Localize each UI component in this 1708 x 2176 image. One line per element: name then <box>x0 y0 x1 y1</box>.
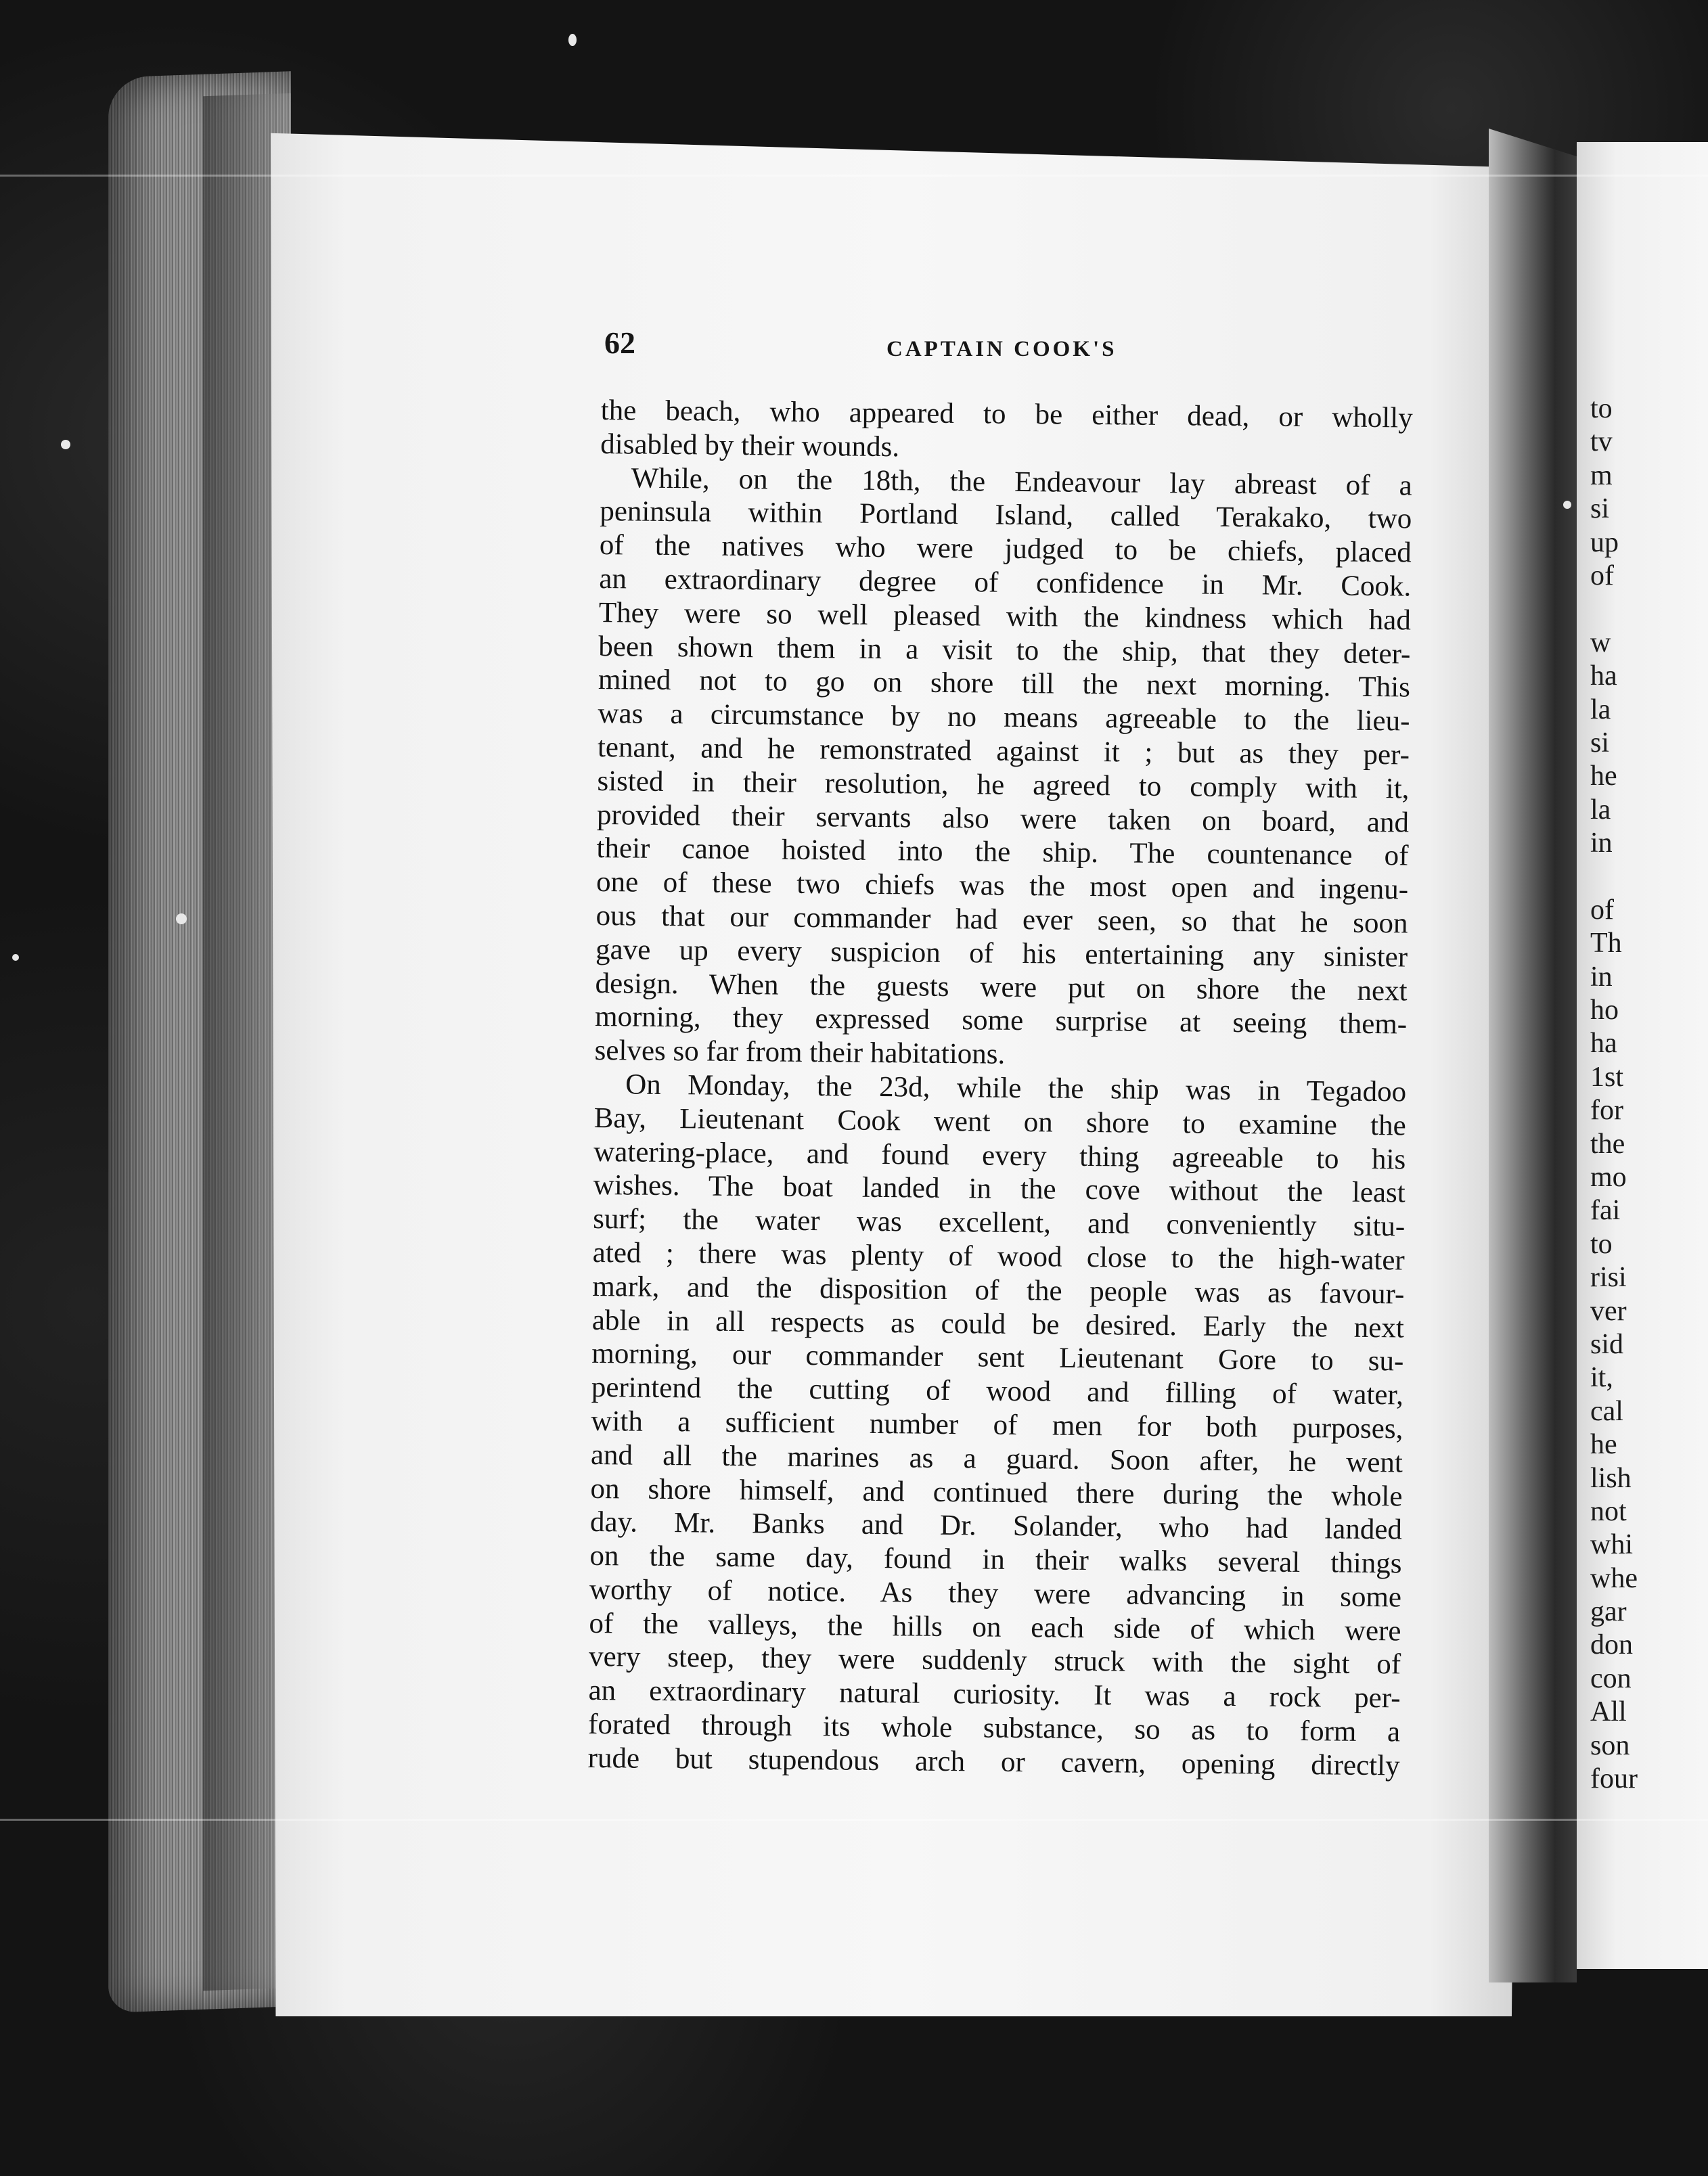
page-number: 62 <box>604 325 635 360</box>
facing-text-fragment: risi <box>1590 1262 1627 1294</box>
text-line: provided their servants also were taken on board, and <box>596 798 1410 839</box>
text-line: was a circumstance by no means agreeable to the lieu- <box>598 698 1410 738</box>
facing-text-fragment: sid <box>1590 1328 1624 1360</box>
text-line: They were so well pleased with the kindness which had <box>598 596 1412 637</box>
facing-text-fragment: whi <box>1590 1529 1633 1561</box>
text-line: wishes. The boat landed in the cove without the least <box>593 1169 1406 1209</box>
scan-line <box>0 1819 1708 1821</box>
facing-text-fragment: whe <box>1590 1562 1638 1594</box>
scan-speck <box>568 34 577 46</box>
facing-text-fragment: ver <box>1590 1295 1627 1327</box>
facing-text-fragment: son <box>1590 1729 1630 1761</box>
scan-speck <box>61 440 70 449</box>
facing-text-fragment: mo <box>1590 1161 1627 1193</box>
facing-text-fragment: don <box>1590 1629 1633 1661</box>
text-line: On Monday, the 23d, while the ship was in Tegadoo <box>625 1068 1407 1108</box>
facing-text-fragment: All <box>1590 1696 1627 1728</box>
text-line: with a sufficient number of men for both purposes, <box>591 1405 1403 1445</box>
facing-text-fragment: fai <box>1590 1195 1621 1227</box>
text-line: mined not to go on shore till the next morning. This <box>598 664 1411 704</box>
text-line: forated through its whole substance, so as to form a <box>587 1708 1401 1748</box>
facing-text-fragment: ha <box>1590 1028 1617 1060</box>
facing-text-fragment: in <box>1590 961 1613 993</box>
facing-text-fragment: si <box>1590 493 1610 525</box>
text-line: disabled by their wounds. <box>600 428 900 463</box>
text-line: able in all respects as could be desired. Early the next <box>591 1304 1405 1344</box>
facing-page <box>1577 142 1708 1969</box>
facing-text-fragment: gar <box>1590 1596 1627 1628</box>
text-line: and all the marines as a guard. Soon after, he went <box>590 1438 1403 1479</box>
text-line: perintend the cutting of wood and filling of water, <box>591 1372 1404 1411</box>
facing-text-fragment: he <box>1590 761 1617 792</box>
facing-text-fragment: to <box>1590 1228 1613 1260</box>
facing-text-fragment: for <box>1590 1095 1623 1127</box>
text-line: one of these two chiefs was the most open and ingenu- <box>595 866 1409 906</box>
text-line: peninsula within Portland Island, called Terakako, two <box>600 495 1412 535</box>
facing-text-fragment: in <box>1590 828 1613 859</box>
facing-text-fragment: the <box>1590 1128 1625 1160</box>
text-line: tenant, and he remonstrated against it ; but as they per- <box>597 731 1410 771</box>
facing-page-text <box>1590 392 1638 1796</box>
text-line: day. Mr. Banks and Dr. Solander, who had landed <box>589 1506 1403 1546</box>
facing-text-fragment: to <box>1590 393 1613 424</box>
text-line: on shore himself, and continued there during the whole <box>590 1472 1403 1512</box>
text-line: gave up every suspicion of his entertaining any sinister <box>595 933 1408 974</box>
facing-text-fragment: ha <box>1590 660 1617 692</box>
book-gutter <box>1489 129 1577 1982</box>
scan-speck <box>12 954 19 961</box>
text-line: design. When the guests were put on shore the next <box>595 967 1408 1007</box>
text-line: an extraordinary degree of confidence in Mr. Cook. <box>599 562 1412 603</box>
text-line: very steep, they were suddenly struck with the sight of <box>588 1641 1401 1681</box>
text-line: ated ; there was plenty of wood close to the high-water <box>592 1236 1405 1277</box>
text-line: selves so far from their habitations. <box>594 1035 1006 1070</box>
facing-text-fragment: si <box>1590 727 1610 758</box>
text-line: an extraordinary natural curiosity. It was a rock per- <box>588 1675 1401 1715</box>
text-line: surf; the water was excellent, and conveniently situ- <box>593 1203 1406 1243</box>
text-line: been shown them in a visit to the ship, that they deter- <box>598 630 1411 671</box>
text-line: ous that our commander had ever seen, so that he soon <box>595 899 1408 940</box>
text-line: of the valleys, the hills on each side of which were <box>589 1607 1401 1648</box>
facing-text-fragment: con <box>1590 1662 1632 1694</box>
body-text <box>587 394 1413 1783</box>
text-line: watering-place, and found every thing agreeable to his <box>593 1135 1406 1175</box>
facing-text-fragment: up <box>1590 526 1619 558</box>
text-line: Bay, Lieutenant Cook went on shore to examine the <box>593 1102 1406 1142</box>
facing-text-fragment: Th <box>1590 928 1622 959</box>
text-line: of the natives who were judged to be chiefs, placed <box>599 529 1412 569</box>
scan-line <box>0 175 1708 177</box>
text-line: While, on the 18th, the Endeavour lay abreast of a <box>631 462 1412 502</box>
text-line: worthy of notice. As they were advancing in some <box>589 1573 1402 1614</box>
facing-text-fragment: m <box>1590 459 1613 491</box>
text-line: sisted in their resolution, he agreed to comply with it, <box>597 765 1410 805</box>
text-line: morning, they expressed some surprise at seeing them- <box>594 1001 1408 1041</box>
facing-text-fragment: not <box>1590 1495 1627 1527</box>
text-line: mark, and the disposition of the people was as favour- <box>592 1270 1405 1311</box>
scan-speck <box>1563 501 1571 509</box>
text-line: their canoe hoisted into the ship. The countenance of <box>596 832 1409 872</box>
facing-text-fragment <box>1590 593 1638 626</box>
facing-text-fragment: w <box>1590 627 1611 658</box>
facing-text-fragment: la <box>1590 794 1611 825</box>
facing-text-fragment: of <box>1590 560 1614 591</box>
facing-text-fragment: of <box>1590 894 1614 926</box>
facing-text-fragment: he <box>1590 1429 1617 1461</box>
facing-text-fragment: tv <box>1590 426 1613 458</box>
running-head: CAPTAIN COOK'S <box>886 337 1117 361</box>
facing-text-fragment: lish <box>1590 1462 1632 1494</box>
facing-text-fragment: cal <box>1590 1395 1623 1427</box>
facing-text-fragment: 1st <box>1590 1061 1624 1093</box>
facing-text-fragment: it, <box>1590 1362 1613 1394</box>
facing-text-fragment <box>1590 860 1638 893</box>
facing-text-fragment: four <box>1590 1763 1638 1795</box>
scan-speck <box>176 913 187 924</box>
text-line: rude but stupendous arch or cavern, opening directly <box>587 1742 1400 1782</box>
facing-text-fragment: la <box>1590 694 1611 725</box>
text-line: on the same day, found in their walks several things <box>589 1540 1402 1580</box>
text-line: the beach, who appeared to be either dead, or wholly <box>600 394 1413 434</box>
text-line: morning, our commander sent Lieutenant Gore to su- <box>591 1338 1404 1378</box>
facing-text-fragment: ho <box>1590 995 1619 1026</box>
